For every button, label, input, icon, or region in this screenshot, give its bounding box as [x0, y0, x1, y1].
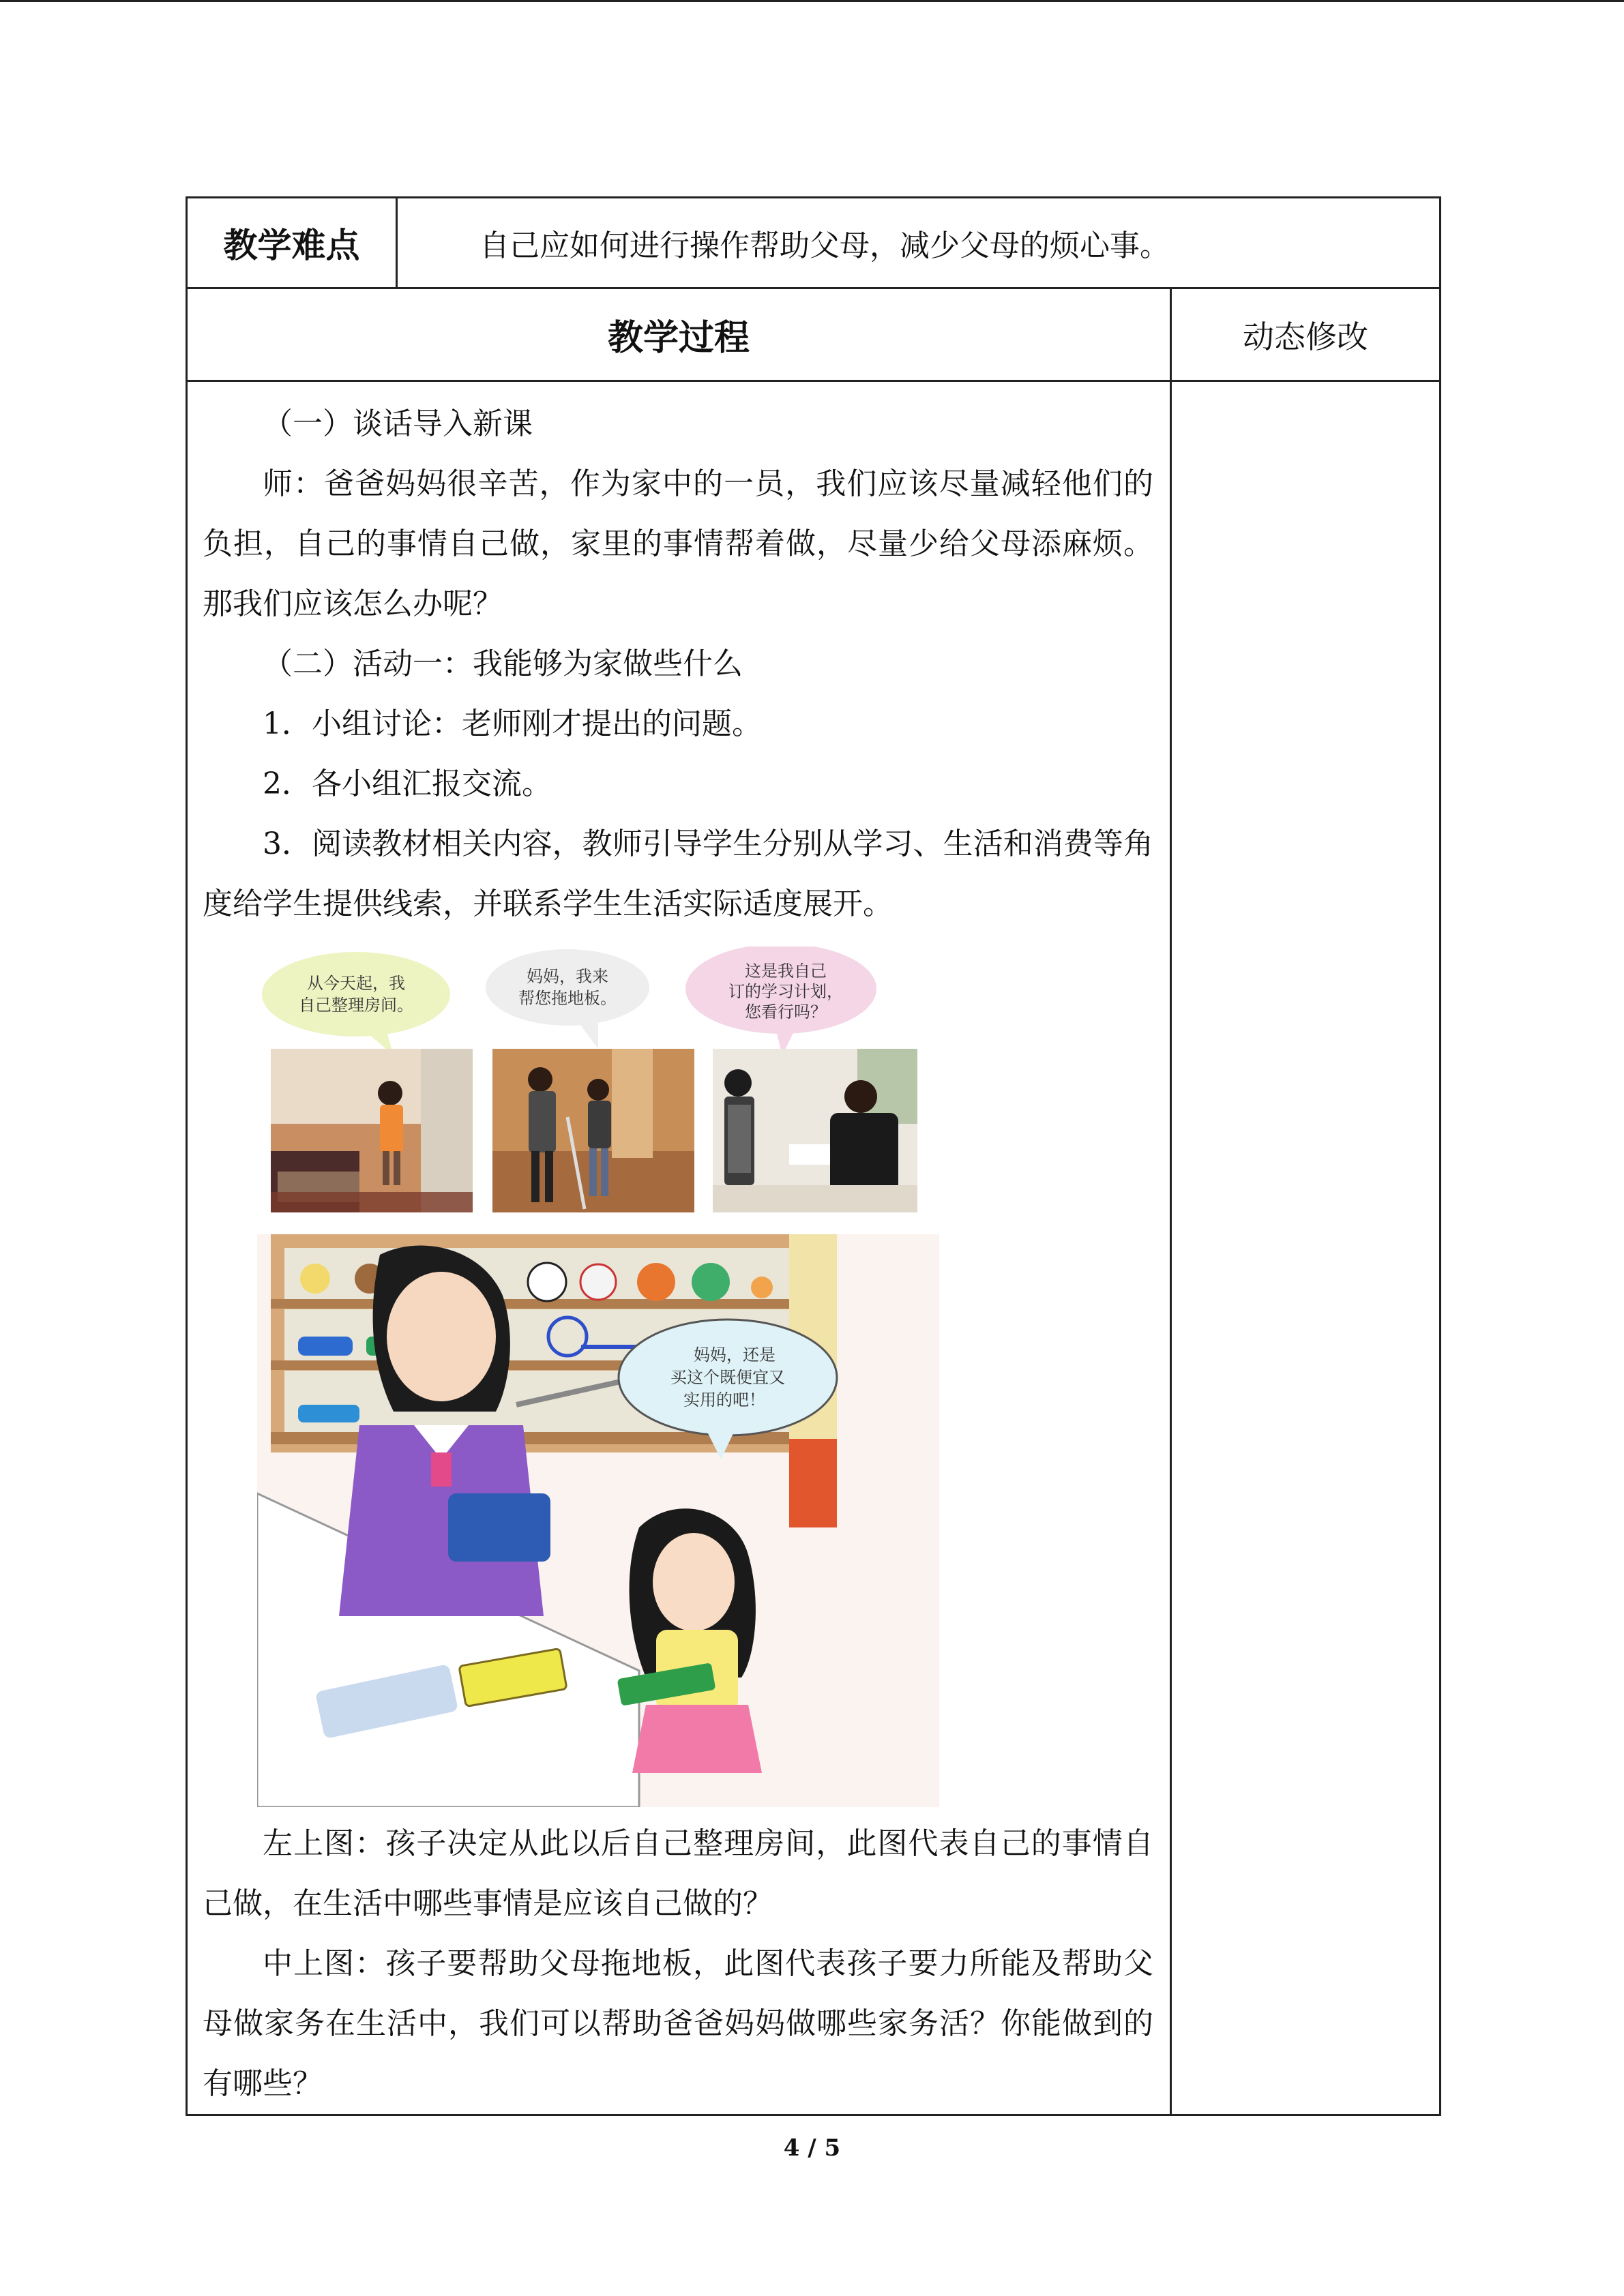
difficulty-label: 教学难点: [187, 198, 397, 288]
step-1: 1．小组讨论：老师刚才提出的问题。: [263, 706, 762, 741]
illustrations: [203, 934, 1153, 1814]
bubble-4-line-1: 妈妈，还是: [694, 1345, 776, 1365]
top-illustrations: [257, 946, 939, 1219]
photo-mopping: [492, 1049, 694, 1212]
bubble-4-line-3: 实用的吧！: [683, 1390, 765, 1410]
photo-tidy-room: [271, 1049, 473, 1212]
process-header: 教学过程: [187, 288, 1171, 381]
bubble-2-line-1: 妈妈，我来: [527, 967, 608, 986]
bubble-3-line-1: 这是我自己: [745, 961, 827, 981]
speech-bubble-2: [486, 949, 649, 1026]
bubble-3-line-2: 订的学习计划，: [728, 982, 843, 1001]
teacher-paragraph: 师：爸爸妈妈很辛苦，作为家中的一员，我们应该尽量减轻他们的负担，自己的事情自己做，家里的事情帮着做，尽量少给父母添麻烦。那我们应该怎么办呢？: [203, 466, 1153, 621]
top-left-description: 左上图：孩子决定从此以后自己整理房间，此图代表自己的事情自己做，在生活中哪些事情是应该自己做的？: [203, 1826, 1153, 1921]
bubble-2-line-2: 帮您拖地板。: [518, 989, 617, 1008]
bubble-4-line-2: 买这个既便宜又: [670, 1368, 785, 1387]
process-content: [187, 381, 1171, 2115]
photo-study-plan: [713, 1049, 917, 1212]
top-border-line: [0, 0, 1624, 2]
speech-bubble-1: [262, 952, 450, 1037]
step-2: 2．各小组汇报交流。: [263, 766, 552, 801]
difficulty-text: 自己应如何进行操作帮助父母，减少父母的烦心事。: [397, 198, 1441, 288]
bubble-1-line-1: 从今天起，我: [307, 974, 405, 993]
shop-illustration: [257, 1234, 939, 1807]
step-3: 3．阅读教材相关内容，教师引导学生分别从学习、生活和消费等角度给学生提供线索，并联系学生生活实际适度展开。: [203, 826, 1153, 921]
bubble-3-line-3: 您看行吗？: [745, 1002, 827, 1022]
section-intro-heading: （一）谈话导入新课: [263, 406, 533, 441]
top-center-description: 中上图：孩子要帮助父母拖地板，此图代表孩子要力所能及帮助父母做家务在生活中，我们可以帮助爸爸妈妈做哪些家务活？你能做到的有哪些？: [203, 1946, 1153, 2101]
modify-column: [1171, 381, 1441, 2115]
activity-one-heading: （二）活动一：我能够为家做些什么: [263, 646, 743, 681]
modify-header: 动态修改: [1171, 288, 1441, 381]
bubble-1-line-2: 自己整理房间。: [299, 996, 413, 1015]
page-number: 4 / 5: [783, 2134, 841, 2162]
lesson-plan-table: [186, 196, 1441, 2116]
